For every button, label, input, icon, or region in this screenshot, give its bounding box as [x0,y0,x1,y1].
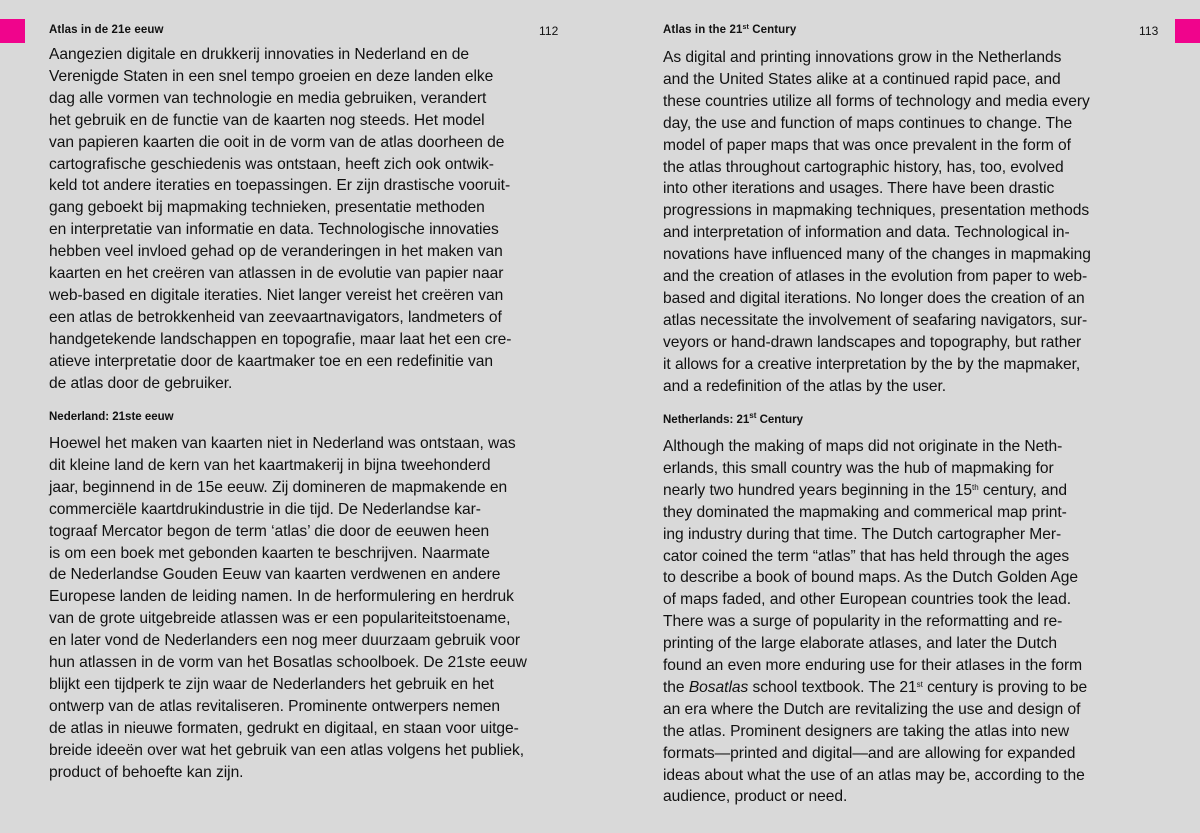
text-line: web-based en digitale iteraties. Niet langer vereist het creëren van [49,286,504,304]
text-line: product of behoefte kan zijn. [49,763,244,781]
left-page [49,0,559,833]
right-page-running-title: Atlas in the 21st Century [663,24,797,36]
text-line: of maps faded, and other European countries took the lead. [663,591,1072,609]
right-page [663,0,1158,833]
left-subheading: Nederland: 21ste eeuw [49,411,174,423]
right-page-number: 113 [1139,24,1159,38]
text-line: As digital and printing innovations grow in the Netherlands [663,49,1062,66]
text-line: and interpretation of information and data. Technological in- [663,224,1070,242]
text-line: handgetekende landschappen en topografie, maar laat het een cre- [49,330,512,348]
text-line: de Nederlandse Gouden Eeuw van kaarten verdwenen en andere [49,566,501,584]
text-line: Verenigde Staten in een snel tempo groeien en deze landen elke [49,67,494,85]
text-line: dit kleine land de kern van het kaartmakerij in bijna tweehonderd [49,456,491,474]
text-line: en interpretatie van informatie en data. Technologische innovaties [49,221,499,239]
left-page-running-title: Atlas in de 21e eeuw [49,24,164,36]
text-line: jaar, beginnend in de 15e eeuw. Zij domineren de mapmakende en [49,478,508,496]
text-line: keld tot andere iteraties en toepassingen. Er zijn drastische vooruit- [49,177,511,195]
text-line: ideas about what the use of an atlas may be, according to the [663,766,1085,784]
text-line: and a redefinition of the atlas by the user. [663,377,947,395]
text-line: gang geboekt bij mapmaking technieken, presentatie methoden [49,199,485,217]
text-line: van papieren kaarten die ooit in de vorm van de atlas doorheen de [49,133,505,151]
text-line: dag alle vormen van technologie en media gebruiken, verandert [49,89,487,107]
text-line: ontwerp van de atlas revitaliseren. Prominente ontwerpers nemen [49,697,501,715]
text-line: Hoewel het maken van kaarten niet in Nederland was ontstaan, was [49,435,516,452]
text-line: model of paper maps that was once prevalent in the form of [663,136,1071,154]
text-line: the atlas throughout cartographic history, has, too, evolved [663,158,1064,176]
text-line: ing industry during that time. The Dutch cartographer Mer- [663,525,1062,543]
left-page-tab-marker [0,19,25,43]
text-line: it allows for a creative interpretation by the by the mapmaker, [663,355,1081,373]
text-line: commerciële kaartdrukindustrie in die tijd. De Nederlandse kar- [49,500,481,518]
text-line: en later vond de Nederlanders een nog meer duurzaam gebruik voor [49,632,520,650]
text-line: day, the use and function of maps continues to change. The [663,114,1073,132]
text-line: Although the making of maps did not originate in the Neth- [663,438,1063,455]
text-line: an era where the Dutch are revitalizing the use and design of [663,700,1081,718]
left-page-header [49,24,559,40]
text-line: the atlas. Prominent designers are taking the atlas into new [663,722,1070,740]
left-page-number: 112 [539,24,559,38]
text-line: Europese landen de leiding namen. In de herformulering en herdruk [49,588,514,606]
text-line: these countries utilize all forms of technology and media every [663,92,1090,110]
text-line: There was a surge of popularity in the reformatting and re- [663,613,1063,631]
text-line: is om een boek met gebonden kaarten te beschrijven. Naarmate [49,544,490,562]
text-line: een atlas de betrokkenheid van zeevaartnavigators, landmeters of [49,308,502,326]
right-page-tab-marker [1175,19,1200,43]
text-line: they dominated the mapmaking and commerical map print- [663,503,1067,521]
text-line: audience, product or need. [663,788,848,806]
text-line: the Bosatlas school textbook. The 21st century is proving to be [663,678,1088,696]
text-line: progressions in mapmaking techniques, presentation methods [663,202,1090,220]
text-line: veyors or hand-drawn landscapes and topography, but rather [663,333,1082,351]
text-line: hun atlassen in de vorm van het Bosatlas schoolboek. De 21ste eeuw [49,654,527,671]
text-line: cartografische geschiedenis was ontstaan, heeft zich ook ontwik- [49,155,494,173]
text-line: based and digital iterations. No longer does the creation of an [663,289,1085,307]
text-line: kaarten en het creëren van atlassen in de evolutie van papier naar [49,265,504,282]
text-line: de atlas in nieuwe formaten, gedrukt en digitaal, en staan voor uitge- [49,719,519,737]
text-line: het gebruik en de functie van de kaarten nog steeds. Het model [49,111,485,129]
text-line: to describe a book of bound maps. As the Dutch Golden Age [663,569,1078,587]
text-line: and the creation of atlases in the evolution from paper to web- [663,268,1088,285]
text-line: novations have influenced many of the changes in mapmaking [663,246,1091,264]
text-line: de atlas door de gebruiker. [49,374,233,392]
right-page-header [663,24,1158,40]
text-line: van de grote uitgebreide atlassen was er een populariteitstoename, [49,610,511,628]
text-line: atlas necessitate the involvement of seafaring navigators, sur- [663,311,1088,329]
text-line: formats—printed and digital—and are allowing for expanded [663,744,1076,762]
text-line: Aangezien digitale en drukkerij innovaties in Nederland en de [49,46,469,63]
text-line: breide ideeën over wat het gebruik van een atlas volgens het publiek, [49,741,525,759]
text-line: blijkt een tijdperk te zijn waar de Nederlanders het gebruik en het [49,675,494,693]
text-line: nearly two hundred years beginning in the 15th century, and [663,481,1067,499]
text-line: and the United States alike at a continued rapid pace, and [663,70,1061,88]
text-line: found an even more enduring use for their atlases in the form [663,657,1083,674]
text-line: tograaf Mercator begon de term ‘atlas’ die door de eeuwen heen [49,522,490,540]
text-line: atieve interpretatie door de kaartmaker toe en een redefinitie van [49,352,493,370]
text-line: hebben veel invloed gehad op de veranderingen in het maken van [49,243,503,261]
text-line: erlands, this small country was the hub of mapmaking for [663,459,1054,477]
text-line: printing of the large elaborate atlases, and later the Dutch [663,635,1058,653]
right-subheading: Netherlands: 21st Century [663,411,804,426]
text-line: into other iterations and usages. There have been drastic [663,180,1055,198]
text-line: cator coined the term “atlas” that has held through the ages [663,547,1070,565]
